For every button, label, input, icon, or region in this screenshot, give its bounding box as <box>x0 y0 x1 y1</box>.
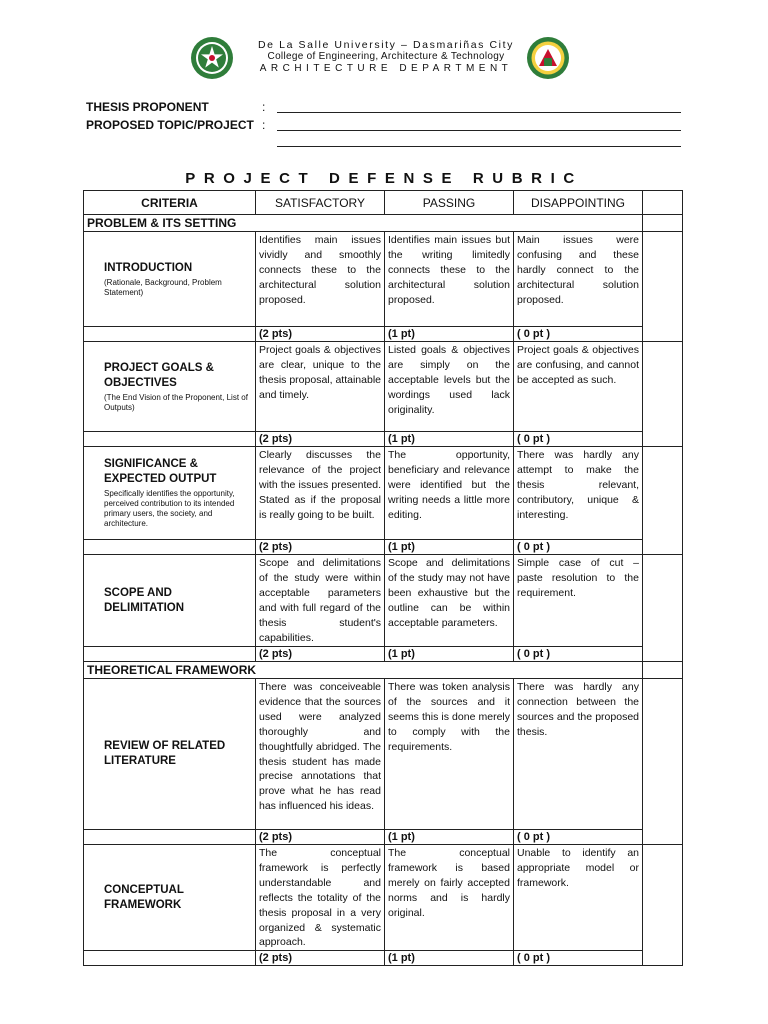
proposed-topic-label: PROPOSED TOPIC/PROJECT <box>86 118 254 132</box>
section-row <box>84 215 683 232</box>
criteria-cell <box>84 845 256 951</box>
criteria-name: CONCEPTUAL FRAMEWORK <box>104 883 184 911</box>
score-cell[interactable] <box>643 679 683 845</box>
satisfactory-cell: Project goals & objectives are clear, unique to the thesis proposal, attainable and timely. <box>256 342 385 432</box>
disappointing-cell: There was hardly any connection between the sources and the proposed thesis. <box>514 679 643 830</box>
criteria-name: INTRODUCTION <box>104 261 193 274</box>
points-disappointing: ( 0 pt ) <box>514 647 643 662</box>
points-blank <box>84 647 256 662</box>
university-seal-icon <box>190 36 234 80</box>
passing-cell: Identifies main issues but the writing limitedly connects these to the architectural solution proposed. <box>385 232 514 327</box>
points-blank <box>84 951 256 966</box>
points-passing: (1 pt) <box>385 327 514 342</box>
document-header <box>190 34 580 84</box>
criteria-description: Specifically identifies the opportunity, perceived contribution to its intended primary users, the society, and architecture. <box>104 489 235 528</box>
thesis-proponent-label: THESIS PROPONENT <box>86 100 209 114</box>
points-blank <box>84 830 256 845</box>
points-disappointing: ( 0 pt ) <box>514 432 643 447</box>
points-passing: (1 pt) <box>385 830 514 845</box>
criteria-description: (Rationale, Background, Problem Statement) <box>104 277 222 297</box>
criteria-cell <box>84 232 256 327</box>
points-row <box>84 830 683 845</box>
points-satisfactory: (2 pts) <box>256 540 385 555</box>
disappointing-cell: Unable to identify an appropriate model or framework. <box>514 845 643 951</box>
section-title: PROBLEM & ITS SETTING <box>84 215 643 232</box>
points-disappointing: ( 0 pt ) <box>514 830 643 845</box>
rubric-table <box>83 190 683 966</box>
satisfactory-cell: Scope and delimitations of the study were within acceptable parameters and with full regard of the thesis student's capabilities. <box>256 555 385 647</box>
points-passing: (1 pt) <box>385 432 514 447</box>
college-seal-icon <box>526 36 570 80</box>
criteria-name: PROJECT GOALS & OBJECTIVES <box>104 361 214 389</box>
header-disappointing: DISAPPOINTING <box>514 191 643 215</box>
disappointing-cell: Project goals & objectives are confusing, and cannot be accepted as such. <box>514 342 643 432</box>
passing-cell: The conceptual framework is based merely on fairly accepted norms and is hardly original. <box>385 845 514 951</box>
criteria-cell <box>84 447 256 540</box>
points-row <box>84 432 683 447</box>
satisfactory-cell: Clearly discusses the relevance of the project with the issues presented. Stated as if the proposal is really going to be built. <box>256 447 385 540</box>
score-cell[interactable] <box>643 447 683 555</box>
points-satisfactory: (2 pts) <box>256 327 385 342</box>
points-satisfactory: (2 pts) <box>256 951 385 966</box>
criteria-cell <box>84 679 256 830</box>
thesis-proponent-line[interactable] <box>277 112 681 113</box>
criteria-name: SIGNIFICANCE & EXPECTED OUTPUT <box>104 458 217 485</box>
passing-cell: Scope and delimitations of the study may not have been exhaustive but the outline can be within acceptable parameters. <box>385 555 514 647</box>
table-row <box>84 342 683 432</box>
points-disappointing: ( 0 pt ) <box>514 951 643 966</box>
points-row <box>84 951 683 966</box>
passing-cell: There was token analysis of the sources and it seems this is done merely to comply with the requirements. <box>385 679 514 830</box>
topic-colon: : <box>262 118 266 132</box>
criteria-description: (The End Vision of the Proponent, List of Outputs) <box>104 392 248 412</box>
criteria-cell <box>84 342 256 432</box>
points-passing: (1 pt) <box>385 540 514 555</box>
satisfactory-cell: Identifies main issues vividly and smoothly connects these to the architectural solution proposed. <box>256 232 385 327</box>
points-disappointing: ( 0 pt ) <box>514 327 643 342</box>
points-satisfactory: (2 pts) <box>256 830 385 845</box>
points-row <box>84 540 683 555</box>
table-row <box>84 845 683 951</box>
satisfactory-cell: There was conceiveable evidence that the sources used were analyzed thoroughly and thoughtfully abridged. The thesis student has made precise annotations that prove what he has read has influenced his ideas. <box>256 679 385 830</box>
passing-cell: The opportunity, beneficiary and relevance were identified but the writing needs a little more editing. <box>385 447 514 540</box>
table-row <box>84 447 683 540</box>
points-blank <box>84 432 256 447</box>
points-blank <box>84 540 256 555</box>
score-cell[interactable] <box>643 845 683 966</box>
criteria-name: SCOPE AND DELIMITATION <box>104 586 185 614</box>
table-row <box>84 679 683 830</box>
university-name: De La Salle University – Dasmariñas City <box>258 39 514 51</box>
disappointing-cell: Main issues were confusing and these hardly connect to the architectural solution proposed. <box>514 232 643 327</box>
passing-cell: Listed goals & objectives are simply on the acceptable levels but the wordings used lack originality. <box>385 342 514 432</box>
table-header-row <box>84 191 683 215</box>
score-cell[interactable] <box>643 215 683 232</box>
section-row <box>84 662 683 679</box>
section-title: THEORETICAL FRAMEWORK <box>84 662 643 679</box>
header-score <box>643 191 683 215</box>
satisfactory-cell: The conceptual framework is perfectly understandable and reflects the totality of the thesis proposal in a very organized & systematic approach. <box>256 845 385 951</box>
criteria-name: REVIEW OF RELATED LITERATURE <box>104 740 226 767</box>
header-passing: PASSING <box>385 191 514 215</box>
points-blank <box>84 327 256 342</box>
college-name: College of Engineering, Architecture & Technology <box>267 51 505 62</box>
department-name: ARCHITECTURE DEPARTMENT <box>259 63 513 74</box>
proposed-topic-line[interactable] <box>277 130 681 131</box>
score-cell[interactable] <box>643 662 683 679</box>
points-satisfactory: (2 pts) <box>256 432 385 447</box>
proposed-topic-line-2[interactable] <box>277 146 681 147</box>
criteria-cell <box>84 555 256 647</box>
proponent-colon: : <box>262 100 266 114</box>
points-satisfactory: (2 pts) <box>256 647 385 662</box>
points-passing: (1 pt) <box>385 951 514 966</box>
header-satisfactory: SATISFACTORY <box>256 191 385 215</box>
points-disappointing: ( 0 pt ) <box>514 540 643 555</box>
disappointing-cell: There was hardly any attempt to make the thesis relevant, contributory, unique & interesting. <box>514 447 643 540</box>
rubric-title: PROJECT DEFENSE RUBRIC <box>185 170 583 187</box>
points-row <box>84 327 683 342</box>
table-row <box>84 555 683 647</box>
header-criteria: CRITERIA <box>84 191 256 215</box>
points-passing: (1 pt) <box>385 647 514 662</box>
table-row <box>84 232 683 327</box>
points-row <box>84 647 683 662</box>
score-cell[interactable] <box>643 555 683 662</box>
score-cell[interactable] <box>643 232 683 342</box>
header-text <box>250 39 522 75</box>
score-cell[interactable] <box>643 342 683 447</box>
disappointing-cell: Simple case of cut – paste resolution to the requirement. <box>514 555 643 647</box>
